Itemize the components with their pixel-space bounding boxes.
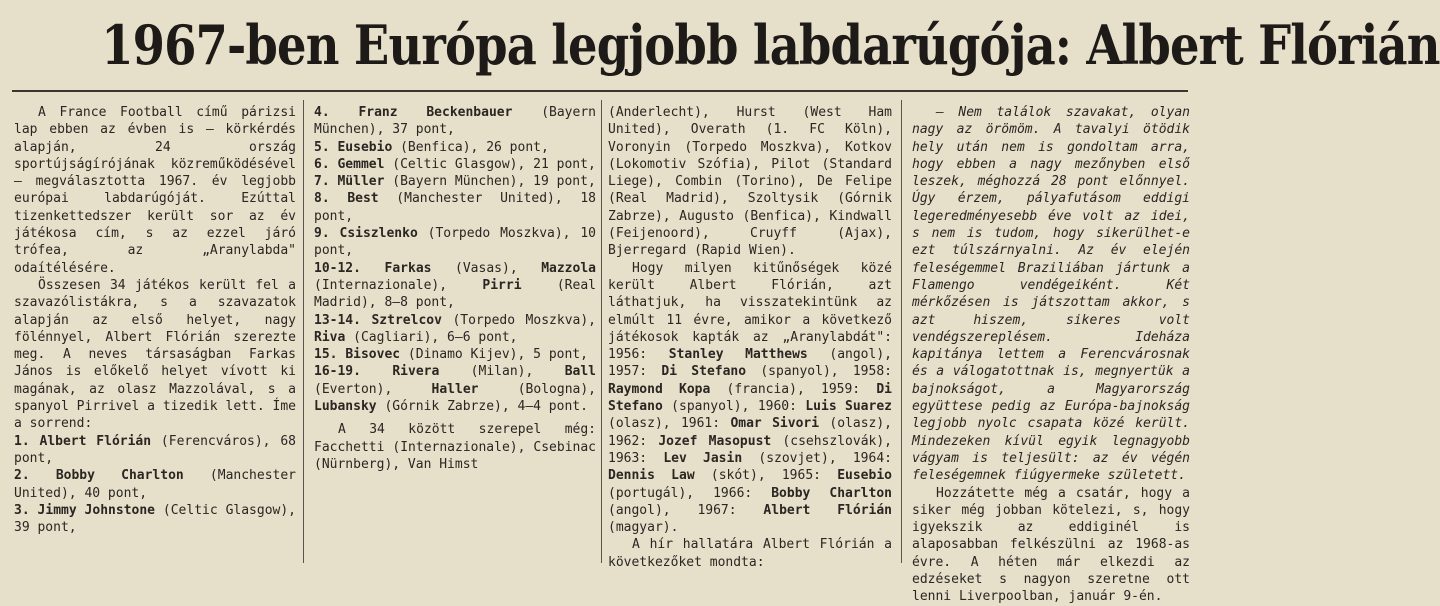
rank-number: 2.: [14, 468, 30, 484]
ranking-detail: (Everton),: [314, 381, 432, 397]
player-name: Eusebio: [837, 468, 892, 484]
winner-detail: (angol), 1957:: [608, 347, 892, 380]
player-name: Lubansky: [314, 399, 377, 415]
paragraph-text: Hogy milyen kitűnőségek közé került Albert Flórián, azt láthatjuk, ha visszatekintünk az elmúlt 11 évre, amikor a következő játékosok kapták az „Aranylabdát": 1956:: [608, 260, 892, 363]
ranking-detail: (Celtic Glasgow), 39 pont,: [14, 502, 297, 536]
rank-number: 4.: [314, 105, 330, 120]
rank-number: 13-14.: [314, 312, 361, 328]
player-name: Bobby Charlton: [55, 468, 184, 484]
player-name: Eusebio: [337, 139, 393, 155]
player-name: Riva: [314, 329, 346, 345]
player-name: Pirri: [482, 277, 522, 293]
rank-number: 10-12.: [314, 260, 361, 276]
player-name: Haller: [431, 381, 479, 397]
winner-detail: (szovjet), 1964:: [742, 450, 892, 466]
player-name: Raymond Kopa: [608, 381, 711, 397]
player-name: Di Stefano: [661, 364, 747, 380]
ranking-detail: (Benfica), 26 pont,: [392, 139, 549, 155]
rank-number: 1.: [14, 433, 30, 449]
ranking-item: [314, 312, 596, 347]
ranking-detail: (Bologna),: [478, 381, 596, 397]
winner-detail: (spanyol), 1960:: [662, 399, 806, 415]
column-1: [14, 104, 296, 563]
ranking-item: [314, 156, 596, 173]
rank-number: 7.: [314, 174, 330, 190]
player-name: Jimmy Johnstone: [37, 502, 156, 518]
ranking-detail: (Górnik Zabrze), 4—4 pont.: [376, 399, 588, 415]
ranking-item: [314, 104, 596, 139]
player-name: Lev Jasin: [663, 450, 743, 466]
ranking-detail: (Celtic Glasgow), 21 pont,: [384, 156, 596, 172]
ranking-item: [314, 346, 596, 363]
paragraph: (Anderlecht), Hurst (West Ham United), Overath (1. FC Köln), Voronyin (Torpedo Moszkva), Kotkov (Lokomotiv Szófia), Pilot (Standard Liege), Combin (Torino), De Felipe (Real Madrid), Szoltysik (Górnik Zabrze), Augusto (Benfica), Kindwall (Feijenoord), Cruyff (Ajax), Bjerregard (Rapid Wien).: [608, 105, 892, 259]
ranking-detail: (Real Madrid), 8—8 pont,: [314, 277, 596, 311]
player-name: Best: [347, 191, 379, 207]
ranking-detail: (Dinamo Kijev), 5 pont,: [400, 347, 588, 363]
player-name: Bisovec: [345, 347, 401, 363]
player-name: Sztrelcov: [371, 312, 442, 328]
winner-detail: (csehszlovák), 1963:: [608, 433, 892, 466]
ranking-item: [314, 173, 596, 190]
player-name: Jozef Masopust: [658, 433, 772, 449]
ranking-detail: (Cagliari), 6—6 pont,: [345, 329, 518, 345]
ranking-detail: (Torpedo Moszkva), 10 pont,: [314, 226, 597, 259]
winner-detail: (skót), 1965:: [694, 468, 838, 484]
winner-detail: (spanyol), 1958:: [746, 364, 892, 380]
quote-paragraph: — Nem találok szavakat, olyan nagy az örömöm. A tavalyi ötödik hely után nem is gondoltam arra, hogy ebben a nagy mezőnyben első leszek, méghozzá 28 pont előnnyel. Úgy érzem, pályafutásom eddigi legeredményesebb éve volt az idei, s nem is tudom, hogy sikerülhet-e ezt túlszárnyalni. Az év elején feleségemmel Braziliában jártunk a Flamengo vendégeiként. Két mérkőzésen is játszottam akkor, s azt hiszem, sikeres volt vendégszereplésem. Ideháza kapitánya lettem a Ferencvárosnak és a válogatottnak is, megnyertük a bajnokságot, a Magyarország együttese pedig az Európa-bajnokság legjobb nyolc csapata közé került. Mindezeken kívül egyik legnagyobb vágyam is teljesült: az év végén feleségemnek fiúgyermeke született.: [912, 105, 1190, 484]
ranking-detail: (Manchester United), 40 pont,: [14, 468, 297, 501]
winner-detail: (francia), 1959:: [710, 381, 877, 397]
paragraph: A 34 között szerepel még: Facchetti (Internazionale), Csebinac (Nürnberg), Van Himst: [314, 422, 596, 472]
rank-number: 6.: [314, 156, 330, 172]
winner-detail: (olasz), 1962:: [608, 416, 892, 449]
rank-number: 9.: [314, 226, 330, 242]
paragraph: Hozzátette még a csatár, hogy a siker még jobban kötelezi, s, hogy igyekszik az eddiginél is alaposabban felkészülni az 1968-as évre. A héten már elkezdi az edzéseket s nagyon szeretne ott lenni Liverpoolban, január 9-én.: [912, 485, 1190, 605]
player-name: Franz Beckenbauer: [358, 105, 513, 120]
ranking-detail: (Internazionale),: [314, 277, 483, 293]
past-winners-paragraph: [608, 260, 892, 537]
player-name: Di Stefano: [608, 381, 892, 415]
rank-number: 8.: [314, 191, 330, 207]
player-name: Gemmel: [337, 156, 385, 172]
ranking-detail: (Bayern München), 19 pont,: [384, 174, 596, 190]
column-divider: [901, 100, 902, 563]
rank-number: 16-19.: [314, 364, 361, 380]
ranking-item: [314, 190, 596, 225]
column-divider: [303, 100, 304, 563]
column-3: [608, 104, 893, 570]
player-name: Ball: [564, 364, 596, 380]
ranking-detail: (Torpedo Moszkva),: [441, 312, 596, 328]
rank-number: 3.: [14, 502, 30, 518]
player-name: Mazzola: [541, 260, 596, 276]
player-name: Luis Suarez: [805, 399, 892, 415]
ranking-detail: (Vasas),: [431, 260, 542, 276]
ranking-item: [14, 467, 296, 502]
headline: 1967-ben Európa legjobb labdarúgója: Albert Flórián: [101, 13, 1440, 77]
winner-detail: (olasz), 1961:: [608, 416, 731, 432]
player-name: Rivera: [392, 364, 440, 380]
player-name: Csiszlenko: [339, 226, 418, 242]
ranking-item: [14, 502, 296, 537]
winner-detail: (angol), 1967:: [608, 502, 764, 518]
ranking-detail: (Bayern München), 37 pont,: [314, 105, 596, 138]
player-name: Farkas: [384, 260, 432, 276]
player-name: Dennis Law: [608, 468, 695, 484]
player-name: Albert Flórián: [763, 502, 893, 518]
ranking-item: [314, 260, 596, 312]
paragraph: A France Football című párizsi lap ebben az évben is — körkérdés alapján, 24 ország sportújságírójának közreműködésével — megválasztotta 1967. év legjobb európai labdarúgóját. Ezúttal tizenkettedszer került sor az év játékosa cím, s az ezzel járó trófea, az „Aranylabda" odaítélésére.: [14, 105, 296, 276]
player-name: Stanley Matthews: [668, 347, 808, 363]
player-name: Bobby Charlton: [771, 485, 892, 501]
rank-number: 15.: [314, 347, 338, 363]
column-divider: [601, 100, 602, 563]
ranking-item: [14, 433, 296, 468]
winner-detail: (portugál), 1966:: [608, 485, 772, 501]
headline-rule: [12, 90, 1188, 92]
ranking-detail: (Manchester United), 18 pont,: [314, 191, 596, 224]
ranking-detail: (Ferencváros), 68 pont,: [14, 433, 296, 466]
player-name: Müller: [337, 174, 385, 190]
ranking-item: [314, 363, 596, 415]
ranking-item: [314, 225, 596, 260]
ranking-detail: (Milan),: [439, 364, 565, 380]
paragraph: A hír hallatára Albert Flórián a következőket mondta:: [608, 537, 892, 570]
winner-detail: (magyar).: [608, 520, 679, 536]
column-4: [912, 104, 1190, 605]
rank-number: 5.: [314, 139, 330, 155]
ranking-item: [314, 139, 596, 156]
player-name: Albert Flórián: [39, 433, 152, 449]
column-2: [314, 104, 596, 563]
player-name: Omar Sivori: [730, 416, 820, 432]
paragraph: Összesen 34 játékos került fel a szavazólistákra, s a szavazatok alapján az első helyet, nagy fölénnyel, Albert Flórián szerezte meg. A neves társaságban Farkas János is előkelő helyet vívott ki magának, az olasz Mazzolával, s a spanyol Pirrivel a tizedik lett. Íme a sorrend:: [14, 277, 296, 432]
